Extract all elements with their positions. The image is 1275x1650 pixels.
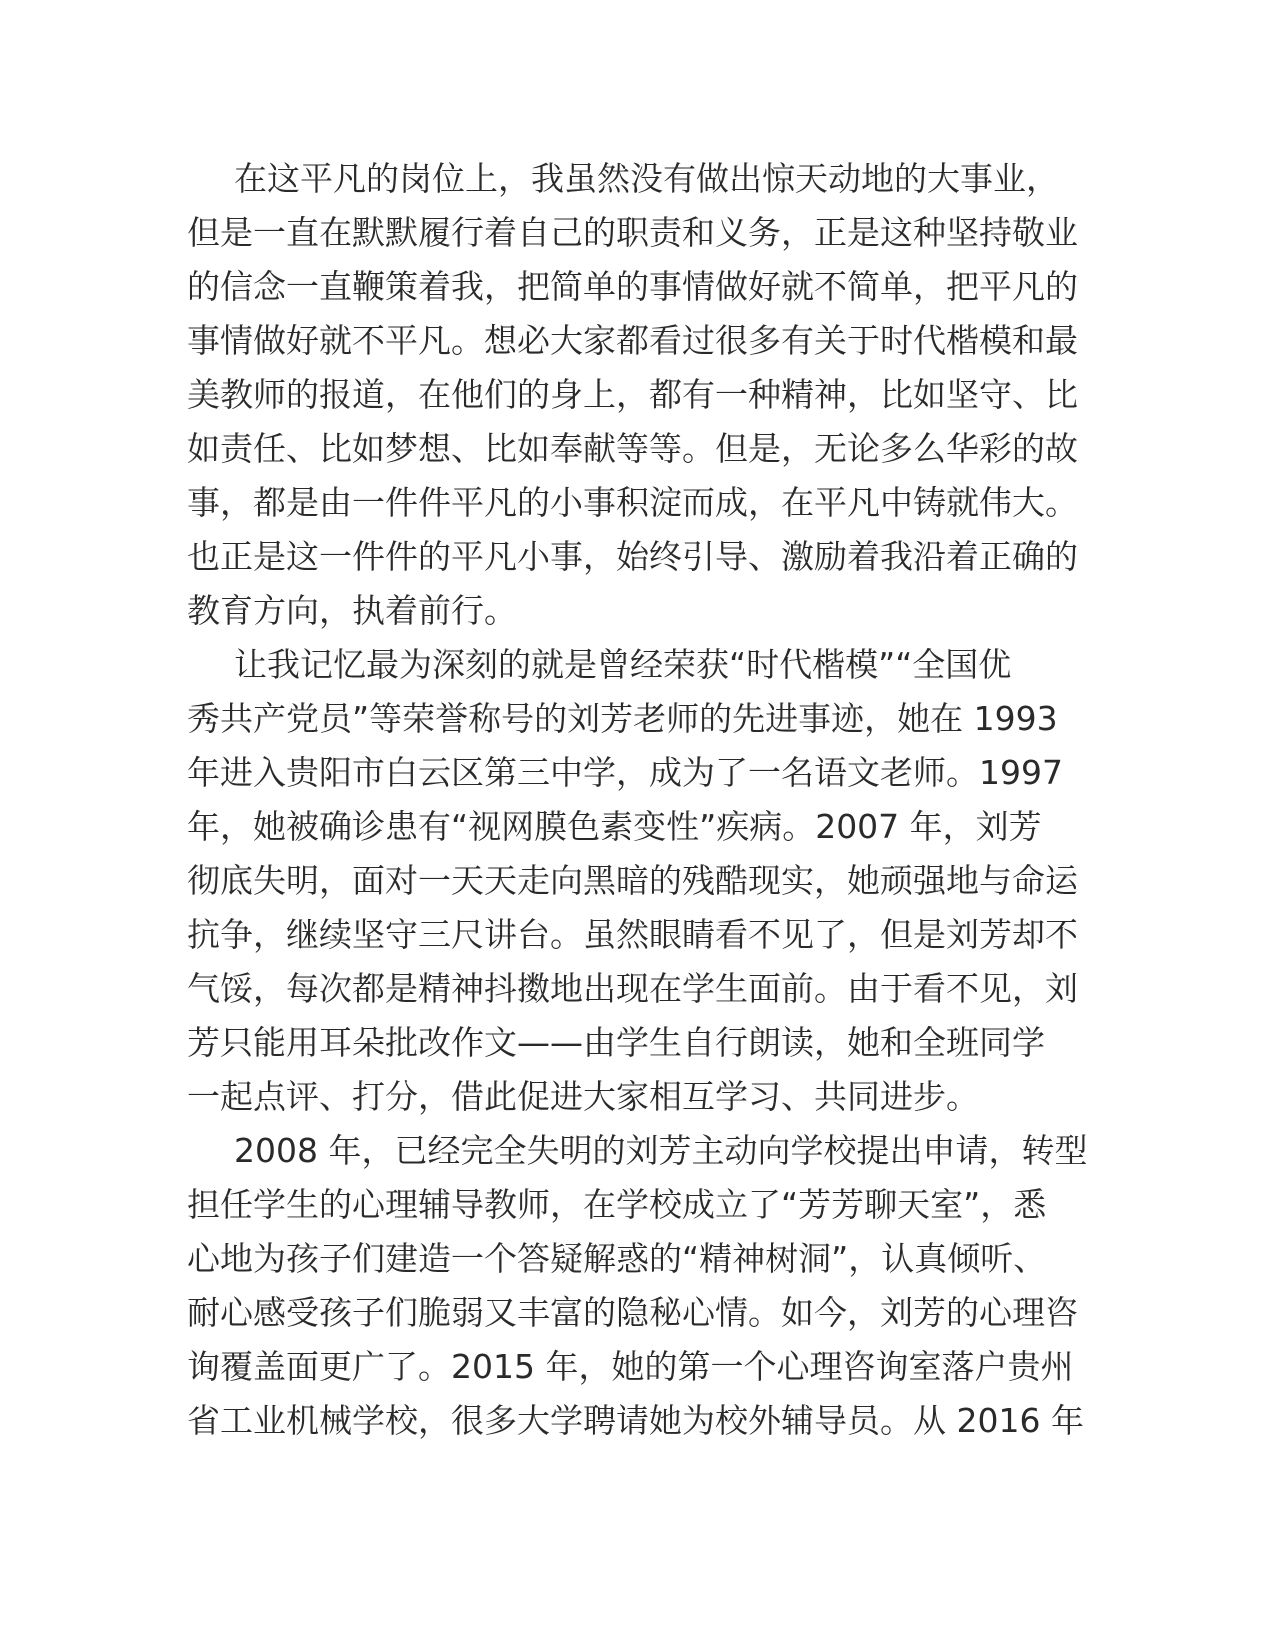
text-line: 一起点评、打分，借此促进大家相互学习、共同进步。 — [187, 1077, 979, 1116]
text-line: 年进入贵阳市白云区第三中学，成为了一名语文老师。1997 — [187, 753, 1063, 792]
document-body — [187, 152, 1087, 1448]
text-line: 气馁，每次都是精神抖擞地出现在学生面前。由于看不见，刘 — [187, 969, 1078, 1008]
text-line: 秀共产党员”等荣誉称号的刘芳老师的先进事迹，她在 1993 — [187, 699, 1058, 738]
text-line: 抗争，继续坚守三尺讲台。虽然眼睛看不见了，但是刘芳却不 — [187, 915, 1078, 954]
text-line: 在这平凡的岗位上，我虽然没有做出惊天动地的大事业， — [234, 159, 1059, 198]
text-line: 如责任、比如梦想、比如奉献等等。但是，无论多么华彩的故 — [187, 429, 1078, 468]
text-line: 年，她被确诊患有“视网膜色素变性”疾病。2007 年，刘芳 — [187, 807, 1042, 846]
text-line: 询覆盖面更广了。2015 年，她的第一个心理咨询室落户贵州 — [187, 1347, 1074, 1386]
text-line: 彻底失明，面对一天天走向黑暗的残酷现实，她顽强地与命运 — [187, 861, 1078, 900]
text-line: 美教师的报道，在他们的身上，都有一种精神，比如坚守、比 — [187, 375, 1078, 414]
text-line: 心地为孩子们建造一个答疑解惑的“精神树洞”，认真倾听、 — [187, 1239, 1047, 1278]
text-line: 也正是这一件件的平凡小事，始终引导、激励着我沿着正确的 — [187, 537, 1078, 576]
text-line: 的信念一直鞭策着我，把简单的事情做好就不简单，把平凡的 — [187, 267, 1078, 306]
text-line: 但是一直在默默履行着自己的职责和义务，正是这种坚持敬业 — [187, 213, 1078, 252]
text-line: 耐心感受孩子们脆弱又丰富的隐秘心情。如今，刘芳的心理咨 — [187, 1293, 1078, 1332]
paragraph — [187, 152, 1087, 638]
text-line: 事，都是由一件件平凡的小事积淀而成，在平凡中铸就伟大。 — [187, 483, 1078, 522]
paragraph — [187, 1124, 1087, 1448]
text-line: 教育方向，执着前行。 — [187, 591, 517, 630]
text-line: 事情做好就不平凡。想必大家都看过很多有关于时代楷模和最 — [187, 321, 1078, 360]
text-line: 芳只能用耳朵批改作文——由学生自行朗读，她和全班同学 — [187, 1023, 1045, 1062]
text-line: 让我记忆最为深刻的就是曾经荣获“时代楷模”“全国优 — [234, 645, 1012, 684]
paragraph — [187, 638, 1087, 1124]
text-line: 担任学生的心理辅导教师，在学校成立了“芳芳聊天室”，悉 — [187, 1185, 1047, 1224]
text-line: 2008 年，已经完全失明的刘芳主动向学校提出申请，转型 — [234, 1131, 1088, 1170]
text-line: 省工业机械学校，很多大学聘请她为校外辅导员。从 2016 年 — [187, 1401, 1084, 1440]
